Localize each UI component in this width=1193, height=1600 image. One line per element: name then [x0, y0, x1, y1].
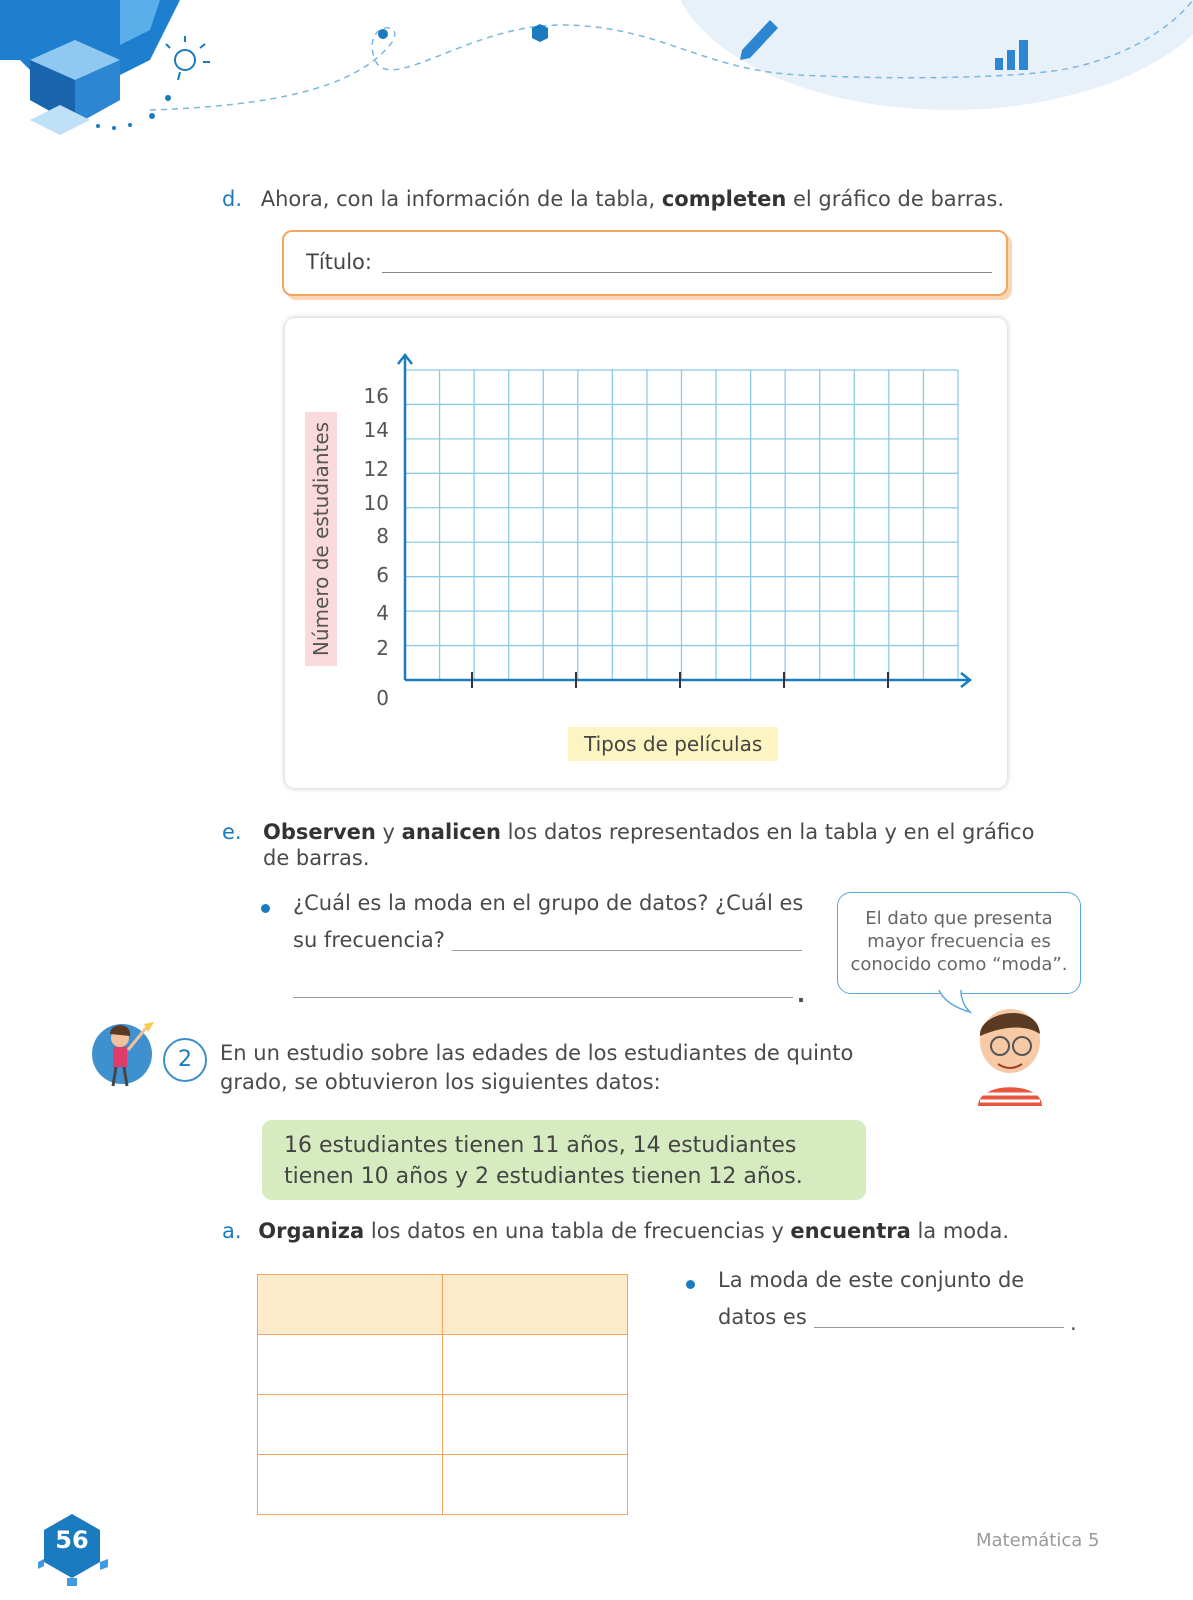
table-header-cell[interactable]	[443, 1275, 628, 1335]
part-d-bold: completen	[661, 187, 787, 211]
y-tick-label: 4	[376, 601, 389, 625]
page-number: 56	[55, 1526, 89, 1554]
part-a-text-2: la moda.	[910, 1219, 1010, 1243]
part-a-bold-1: Organiza	[258, 1219, 365, 1243]
mode-answer-line1: La moda de este conjunto de	[718, 1268, 1025, 1292]
boy-illustration	[968, 1006, 1050, 1106]
mode-question-line1: ¿Cuál es la moda en el grupo de datos? ¿Cuál es	[293, 891, 804, 915]
table-header-cell[interactable]	[258, 1275, 443, 1335]
data-statement-box	[262, 1120, 866, 1200]
part-e-bold-2: analicen	[401, 820, 501, 844]
data-statement: 16 estudiantes tienen 11 años, 14 estudiantes tienen 10 años y 2 estudiantes tienen 12 años.	[284, 1133, 803, 1189]
y-tick-label: 6	[376, 563, 389, 587]
table-cell[interactable]	[443, 1455, 628, 1515]
mode-answer-line[interactable]	[293, 997, 793, 998]
part-a-bold-2: encuentra	[790, 1219, 911, 1243]
mode-answer-line2: datos es	[718, 1305, 807, 1329]
frequency-answer-line[interactable]	[452, 950, 802, 951]
answer-end-period: .	[1070, 1311, 1077, 1335]
problem-number: 2	[163, 1038, 207, 1082]
part-d-text-1: Ahora, con la información de la tabla,	[260, 187, 662, 211]
table-cell[interactable]	[443, 1335, 628, 1395]
y-tick-label: 2	[376, 636, 389, 660]
bullet	[261, 904, 270, 913]
girl-illustration	[86, 1014, 158, 1094]
table-header-row	[258, 1275, 628, 1335]
tip-speech-bubble	[837, 892, 1081, 994]
y-tick-label: 0	[376, 686, 389, 710]
part-e-text-1: y	[375, 820, 402, 844]
table-cell[interactable]	[443, 1395, 628, 1455]
table-row	[258, 1455, 628, 1515]
mode-question-line2: su frecuencia?	[293, 928, 445, 952]
y-axis-label: Número de estudiantes	[309, 421, 333, 657]
y-tick-label: 8	[376, 524, 389, 548]
part-a-letter: a.	[222, 1219, 242, 1243]
part-d-text-2: el gráfico de barras.	[786, 187, 1005, 211]
part-e-text-2: los datos representados en la tabla y en el gráfico de barras.	[263, 820, 1035, 871]
y-tick-label: 16	[363, 384, 389, 408]
problem-2-line1: En un estudio sobre las edades de los estudiantes de quinto	[220, 1041, 854, 1065]
part-e-bold-1: Observen	[263, 820, 376, 844]
part-e-instruction	[222, 819, 1052, 871]
y-tick-label: 14	[363, 418, 389, 442]
part-e-letter: e.	[222, 820, 242, 844]
y-tick-label: 10	[363, 491, 389, 515]
book-title: Matemática 5	[976, 1530, 1100, 1551]
table-cell[interactable]	[258, 1455, 443, 1515]
table-cell[interactable]	[258, 1335, 443, 1395]
frequency-table	[257, 1274, 628, 1515]
table-cell[interactable]	[258, 1395, 443, 1455]
part-d-letter: d.	[222, 187, 243, 211]
title-label: Título:	[306, 250, 372, 274]
part-a-text-1: los datos en una tabla de frecuencias y	[364, 1219, 791, 1243]
tip-text: El dato que presenta mayor frecuencia es conocido como “moda”.	[850, 908, 1068, 975]
table-row	[258, 1335, 628, 1395]
table-row	[258, 1395, 628, 1455]
part-a-instruction	[222, 1218, 1009, 1244]
mode-answer-blank[interactable]	[814, 1327, 1064, 1328]
x-axis-label: Tipos de películas	[568, 727, 778, 761]
bullet	[686, 1280, 695, 1289]
y-tick-label: 12	[363, 457, 389, 481]
problem-2-line2: grado, se obtuvieron los siguientes datos:	[220, 1070, 661, 1094]
end-period: .	[797, 983, 805, 1007]
